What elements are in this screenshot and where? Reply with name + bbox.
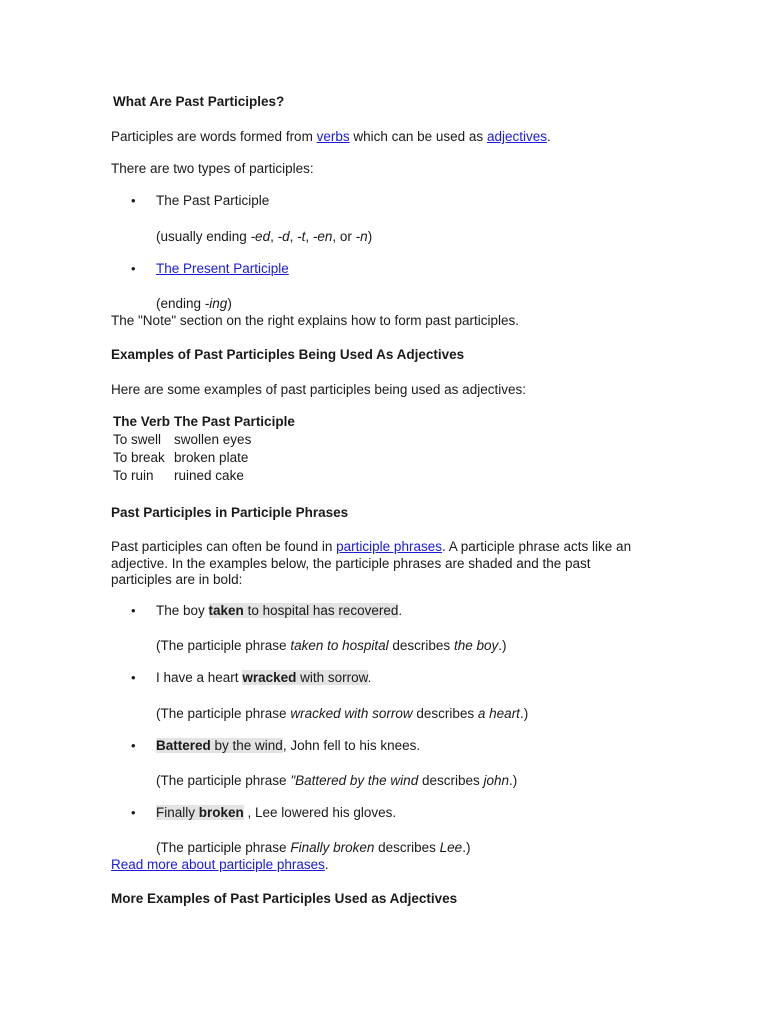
note-phrase: taken to hospital [290,638,389,653]
phrases-paragraph-line3: participles are in bold: [111,572,243,587]
example-note-4 [156,839,470,856]
table-header-past-participle: The Past Participle [174,413,295,429]
present-participle-link[interactable]: The Present Participle [156,261,289,276]
note-text: .) [509,773,518,788]
past-participle-bold: wracked [242,670,297,685]
examples-intro: Here are some examples of past participles being used as adjectives: [111,382,526,397]
participle-phrase-shaded: with sorrow [296,670,368,685]
past-participle-bold: taken [208,603,244,618]
note-phrase: Finally broken [290,840,375,855]
bullet-icon: • [131,193,136,208]
adjectives-link[interactable]: adjectives [486,129,547,144]
bullet-icon: • [131,670,136,685]
para-text: . A participle phrase acts like an [441,539,632,554]
read-more-suffix: . [324,857,329,872]
bullet-icon: • [131,603,136,618]
ending-n: -n [355,229,368,244]
past-participle-bold: broken [198,805,244,820]
bullet-icon: • [131,805,136,820]
bullet-icon: • [131,738,136,753]
note-text: (The participle phrase [156,773,291,788]
example-note-2 [156,705,528,722]
sentence-end: . [367,670,372,685]
read-more-participle-phrases-link[interactable]: Read more about participle phrases [111,857,325,872]
example-note-1 [156,637,506,654]
bullet-icon: • [131,261,136,276]
section-title-past-participles: What Are Past Participles? [113,94,285,109]
note-sep: , [270,229,278,244]
intro-paragraph [111,128,551,145]
sentence-end: , John fell to his knees. [282,738,421,753]
table-cell-participle: swollen eyes [174,431,252,447]
ending-d: -d [277,229,290,244]
note-subject: the boy [453,638,499,653]
table-row [111,466,297,484]
example-sentence-1 [156,602,402,619]
table-cell-verb: To ruin [113,467,154,483]
example-note-3 [156,772,517,789]
note-text: .) [519,706,529,721]
note-subject: Lee [439,840,463,855]
present-participle-ending-note [156,295,232,312]
note-text: .) [498,638,507,653]
note-sep: , [305,229,313,244]
intro-text: Participles are words formed from [111,129,317,144]
sentence-text: The boy [156,603,209,618]
note-text: (The participle phrase [156,638,291,653]
table-header-row [111,412,297,430]
ending-t: -t [297,229,306,244]
bullet-past-participle: The Past Participle [156,193,270,208]
phrases-paragraph-line2: adjective. In the examples below, the participle phrases are shaded and the past [111,556,591,571]
table-row [111,448,297,466]
table-cell-verb: To swell [113,431,162,447]
verbs-link[interactable]: verbs [316,129,350,144]
example-sentence-2 [156,669,371,686]
note-phrase: "Battered by the wind [290,773,419,788]
note-close: ) [367,229,373,244]
table-cell-participle: ruined cake [174,467,244,483]
section-title-more-examples: More Examples of Past Participles Used as Adjectives [111,891,458,906]
note-section-line: The "Note" section on the right explains how to form past participles. [111,313,520,328]
participle-phrase-shaded: Finally [156,805,199,820]
note-text: describes [412,706,478,721]
table-cell-participle: broken plate [174,449,249,465]
note-text: (ending [156,296,205,311]
note-sep: , or [332,229,356,244]
note-text: (usually ending [156,229,251,244]
participle-phrases-link[interactable]: participle phrases [336,539,442,554]
note-sep: , [289,229,298,244]
table-header-verb: The Verb [113,413,171,429]
section-title-examples: Examples of Past Participles Being Used As Adjectives [111,347,465,362]
note-text: describes [388,638,454,653]
table-row [111,430,297,448]
participle-phrase-shaded: to hospital has recovered [243,603,399,618]
sentence-text: I have a heart [156,670,243,685]
section-title-participle-phrases: Past Participles in Participle Phrases [111,505,349,520]
example-sentence-3 [156,737,420,754]
note-subject: a heart [477,706,520,721]
note-close: ) [227,296,232,311]
table-cell-verb: To break [113,449,165,465]
note-text: (The participle phrase [156,706,291,721]
note-text: describes [418,773,484,788]
intro-text-end: . [546,129,551,144]
ending-ed: -ed [250,229,271,244]
note-text: describes [374,840,440,855]
read-more-line [111,856,329,873]
note-text: (The participle phrase [156,840,291,855]
note-subject: john [483,773,510,788]
past-participle-bold: Battered [156,738,211,753]
types-line: There are two types of participles: [111,161,314,176]
ending-ing: -ing [204,296,228,311]
participle-phrase-shaded: by the wind [210,738,283,753]
sentence-end: . [398,603,403,618]
bullet-present-participle [156,260,289,277]
examples-table [111,412,297,484]
past-participle-endings-note [156,228,372,245]
ending-en: -en [312,229,333,244]
example-sentence-4 [156,804,396,821]
phrases-paragraph-line1 [111,538,631,555]
para-text: Past participles can often be found in [111,539,337,554]
note-text: .) [462,840,471,855]
intro-text-mid: which can be used as [349,129,487,144]
sentence-end: , Lee lowered his gloves. [243,805,397,820]
note-phrase: wracked with sorrow [290,706,413,721]
